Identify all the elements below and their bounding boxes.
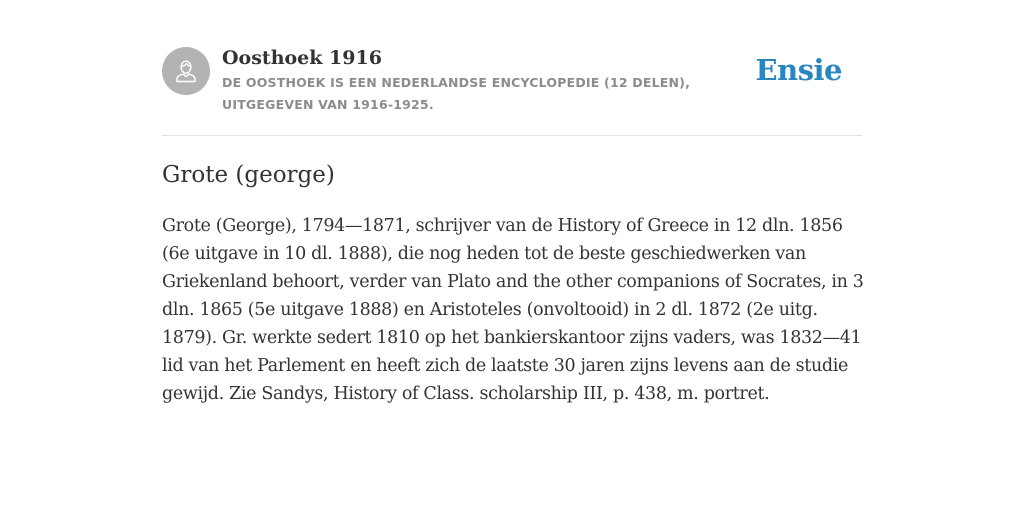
source-avatar[interactable] xyxy=(162,47,210,95)
entry-title: Grote (george) xyxy=(162,162,335,188)
entry-body: Grote (George), 1794—1871, schrijver van de History of Greece in 12 dln. 1856 (6e uitgave in 10 dl. 1888), die nog heden tot de beste geschiedwerken van Griekenland behoort, verder van Plato and the other companions of Socrates, in 3 dln. 1865 (5e uitgave 1888) en Aristoteles (onvoltooid) in 2 dl. 1872 (2e uitg. 1879). Gr. werkte sedert 1810 op het bankierskantoor zijns vaders, was 1832—41 lid van het Parlement en heeft zich de laatste 30 jaren zijns levens aan de studie gewijd. Zie Sandys, History of Class. scholarship III, p. 438, m. portret. xyxy=(162,216,864,404)
source-description: DE OOSTHOEK IS EEN NEDERLANDSE ENCYCLOPEDIE (12 DELEN), UITGEGEVEN VAN 1916-1925. xyxy=(222,75,691,112)
ensie-logo[interactable]: Ensie xyxy=(755,53,842,87)
source-header xyxy=(162,46,862,136)
source-name[interactable]: Oosthoek 1916 xyxy=(222,47,382,69)
user-silhouette-icon xyxy=(172,57,200,85)
